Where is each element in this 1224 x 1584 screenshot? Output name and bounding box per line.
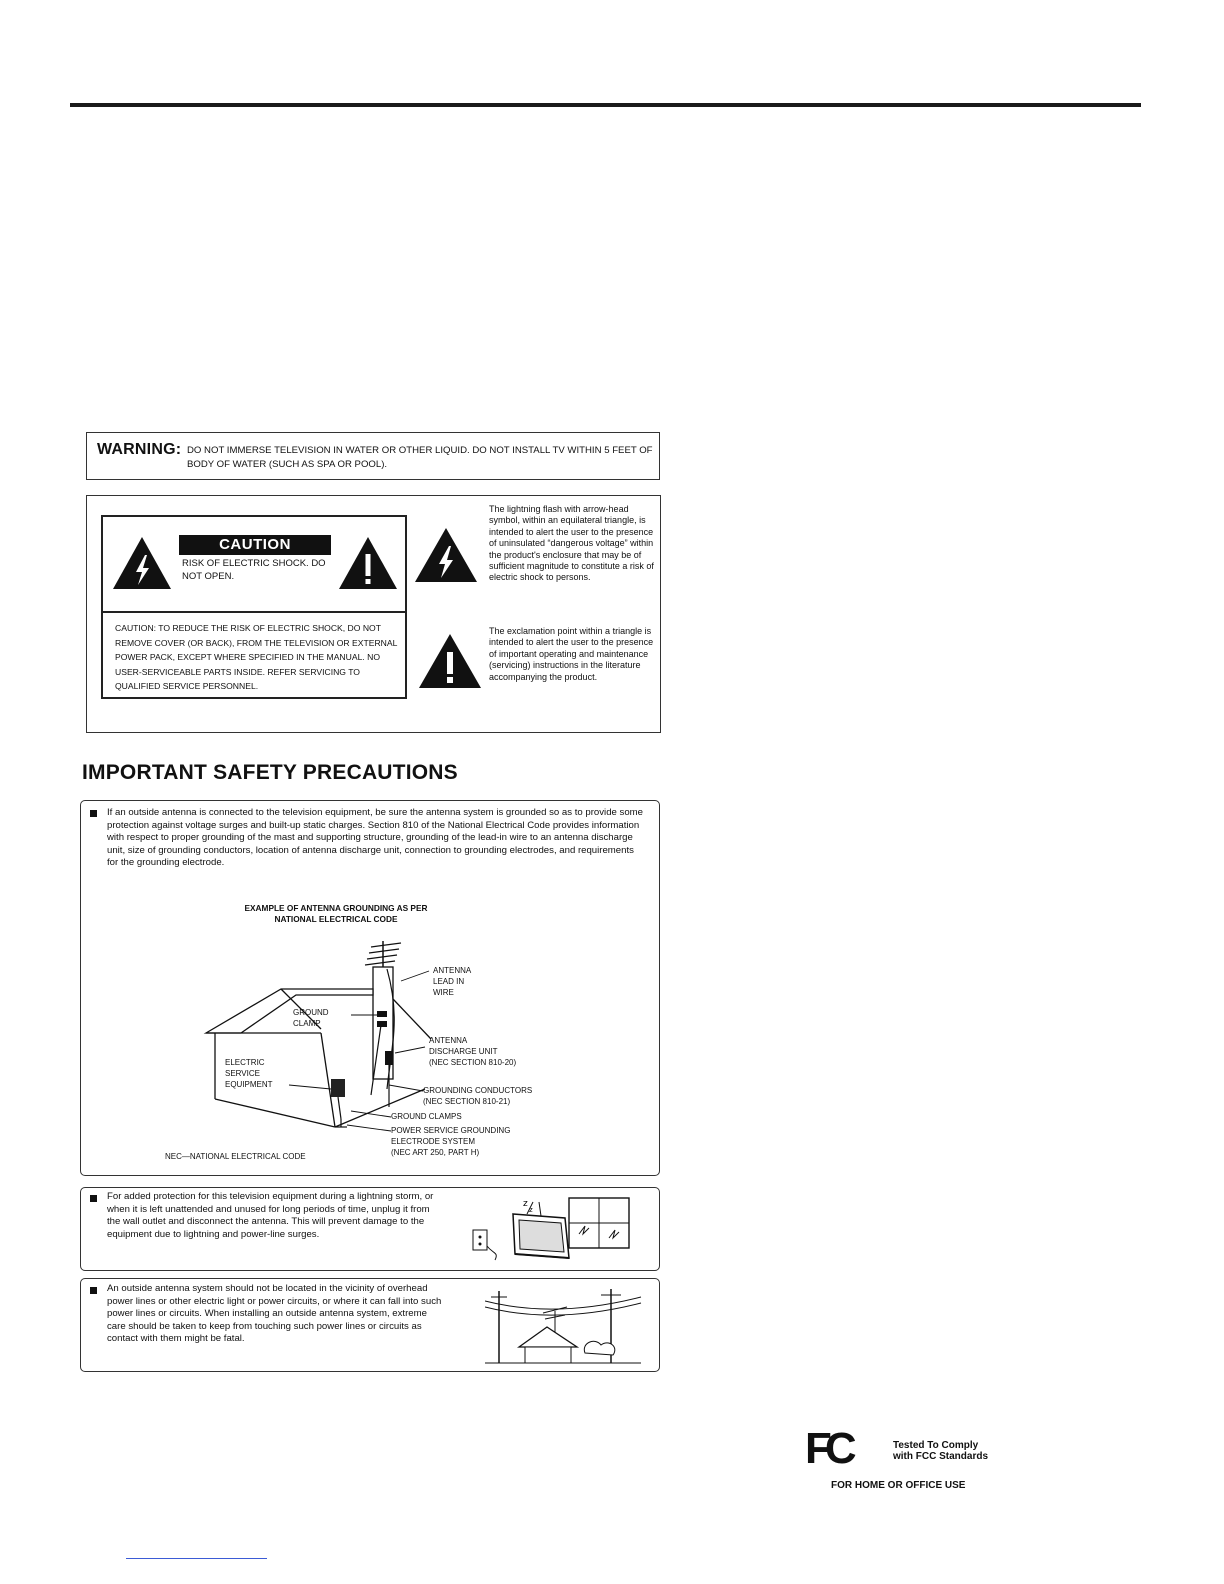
warning-text: DO NOT IMMERSE TELEVISION IN WATER OR OTHER LIQUID. DO NOT INSTALL TV WITHIN 5 FEET OF BODY OF WATER (SUCH AS SPA OR POOL). (187, 445, 653, 470)
label-line: DISCHARGE UNIT (429, 1047, 498, 1056)
section-heading: IMPORTANT SAFETY PRECAUTIONS (82, 761, 458, 784)
exclamation-description: The exclamation point within a triangle is intended to alert the user to the presence of important operating and maintenance (servicing) instructions in the literature accompanying the product. (489, 626, 654, 682)
caution-body: CAUTION: TO REDUCE THE RISK OF ELECTRIC SHOCK, DO NOT REMOVE COVER (OR BACK), FROM THE TELEVISION OR EXTERNAL POWER PACK, EXCEPT WHERE SPECIFIED IN THE MANUAL. NO USER-SERVICEABLE PARTS INSIDE. REFER SERVICING TO QUALIFIED SERVICE PERSONNEL. (115, 623, 398, 691)
label-electric-service (225, 1057, 273, 1090)
label-line: GROUND (293, 1008, 329, 1017)
diagram-caption (211, 903, 461, 925)
label-line: LEAD IN (433, 977, 465, 986)
lightning-symbol-icon (413, 526, 479, 584)
label-power-service-grounding (391, 1125, 510, 1158)
label-line: (NEC ART 250, PART H) (391, 1148, 480, 1157)
label-line: CLAMP (293, 1019, 321, 1028)
fcc-tested-text (893, 1440, 988, 1462)
label-line: GROUNDING CONDUCTORS (423, 1086, 533, 1095)
fcc-use-text: FOR HOME OR OFFICE USE (831, 1480, 966, 1491)
label-line: ANTENNA (429, 1036, 468, 1045)
label-antenna-lead-in (433, 965, 471, 998)
fcc-logo: FC (805, 1424, 850, 1473)
power-lines-illustration (485, 1285, 645, 1365)
label-discharge-unit (429, 1035, 516, 1068)
caution-divider (103, 611, 405, 613)
svg-text:z: z (523, 1199, 528, 1209)
fcc-tested-line-1: Tested To Comply (893, 1440, 979, 1451)
label-line: ANTENNA (433, 966, 472, 975)
precaution-lightning (80, 1187, 660, 1271)
power-lines-text: An outside antenna system should not be located in the vicinity of overhead power lines or other electric light or power circuits, or where it can fall into such power lines or circuits. When installing an outside antenna system, extreme care should be taken to keep from touching such power lines or circuits as contact with them might be fatal. (107, 1283, 442, 1344)
label-line: ELECTRODE SYSTEM (391, 1137, 476, 1146)
label-line: SERVICE (225, 1069, 260, 1078)
footer-link-underline[interactable] (126, 1558, 267, 1559)
bullet-icon (90, 1287, 97, 1294)
caution-title: CAUTION (179, 535, 331, 555)
top-rule (70, 103, 1141, 107)
label-line: (NEC SECTION 810-21) (423, 1097, 511, 1106)
precaution-power-lines (80, 1278, 660, 1372)
label-line: ELECTRIC (225, 1058, 265, 1067)
lightning-triangle-icon (111, 535, 173, 591)
lightning-protection-text: For added protection for this television equipment during a lightning storm, or when it is left unattended and unused for long periods of time, unplug it from the wall outlet and disconnect the antenna. This will prevent damage to the equipment due to lightning and power-line surges. (107, 1191, 434, 1240)
diagram-caption-line-1: EXAMPLE OF ANTENNA GROUNDING AS PER (244, 903, 428, 913)
lightning-description: The lightning flash with arrow-head symbol, within an equilateral triangle, is intended to alert the user to the presence of uninsulated “dangerous voltage” within the product's enclosure that may be of sufficient magnitude to constitute a risk of electric shock to persons. (489, 504, 654, 583)
caution-subtitle: RISK OF ELECTRIC SHOCK. DO NOT OPEN. (182, 558, 326, 582)
tv-unplugged-illustration (469, 1194, 637, 1266)
bullet-icon (90, 810, 97, 817)
fcc-badge (803, 1424, 1003, 1496)
label-line: WIRE (433, 988, 454, 997)
label-ground-clamps: GROUND CLAMPS (391, 1112, 462, 1121)
exclamation-symbol-icon (417, 632, 483, 690)
warning-box (86, 432, 660, 480)
label-grounding-conductors (423, 1085, 532, 1107)
antenna-grounding-text: If an outside antenna is connected to the television equipment, be sure the antenna system is grounded so as to provide some protection against voltage surges and built-up static charges. Section 810 of the National Electrical Code provides information with respect to proper grounding of the mast and supporting structure, grounding of the lead-in wire to an antenna discharge unit, size of grounding conductors, location of antenna discharge unit, connection to grounding electrodes, and requirements for the grounding electrode. (107, 807, 643, 868)
exclamation-triangle-icon (337, 535, 399, 591)
label-line: (NEC SECTION 810-20) (429, 1058, 517, 1067)
precaution-antenna-grounding (80, 800, 660, 1176)
bullet-icon (90, 1195, 97, 1202)
fcc-tested-line-2: with FCC Standards (893, 1451, 989, 1462)
caution-label-box (101, 515, 407, 699)
caution-panel (86, 495, 661, 733)
label-line: POWER SERVICE GROUNDING (391, 1126, 511, 1135)
warning-label: WARNING: (97, 441, 182, 458)
label-ground-clamp (293, 1007, 329, 1029)
svg-text:z: z (529, 1206, 533, 1214)
label-line: EQUIPMENT (225, 1080, 273, 1089)
label-nec: NEC—NATIONAL ELECTRICAL CODE (165, 1152, 306, 1161)
diagram-caption-line-2: NATIONAL ELECTRICAL CODE (274, 914, 398, 924)
